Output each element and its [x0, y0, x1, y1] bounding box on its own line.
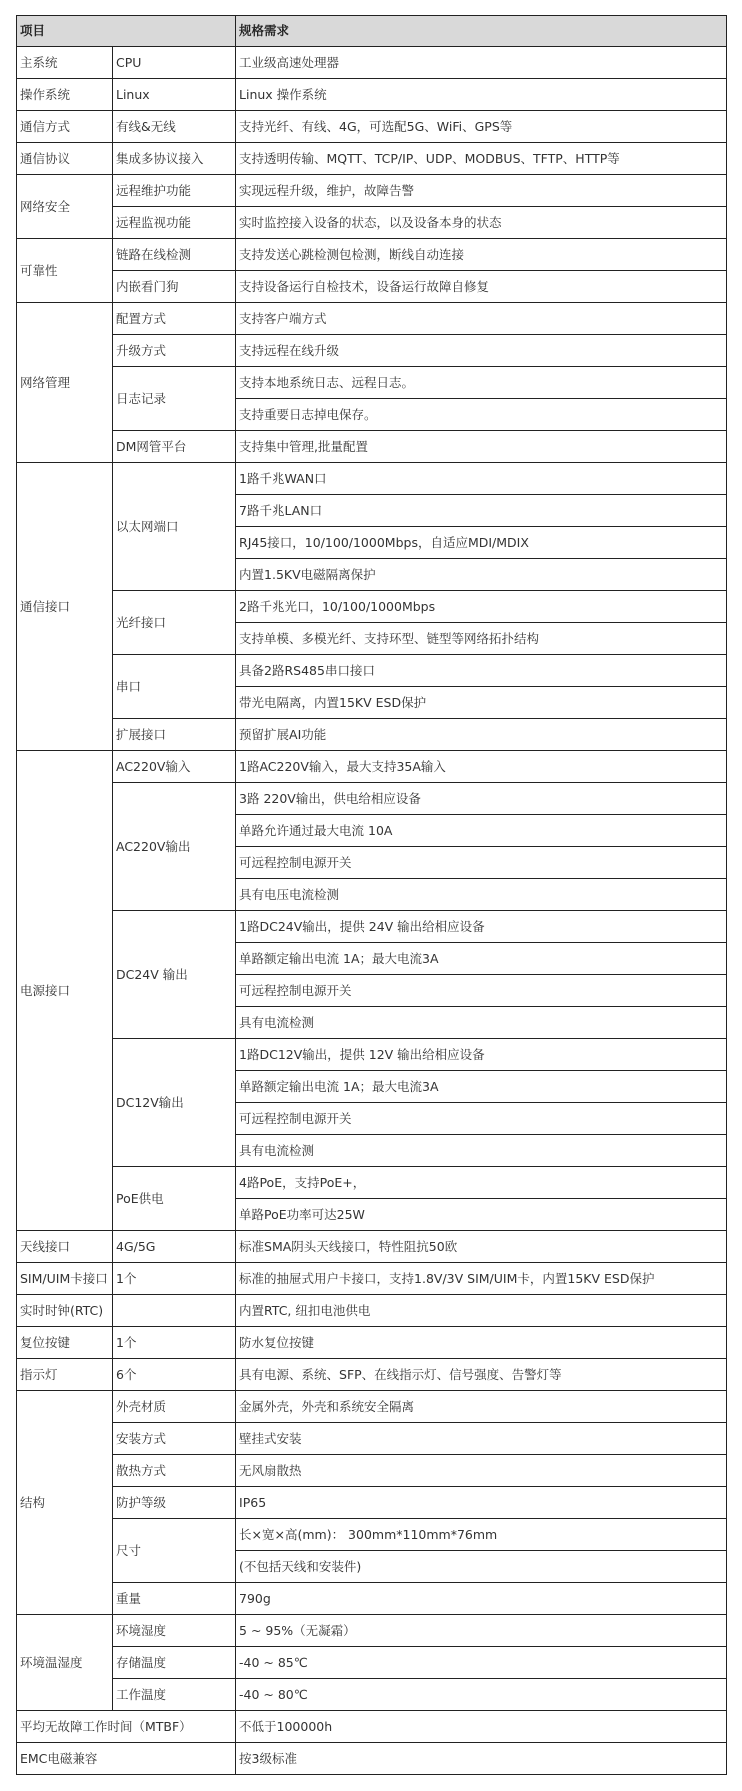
subitem-cell: [113, 175, 236, 207]
spec-cell-text: 实现远程升级，维护，故障告警: [239, 182, 415, 198]
spec-cell-text: 内置RTC, 纽扣电池供电: [239, 1302, 371, 1318]
table-row: [17, 1231, 727, 1263]
table-row: [17, 591, 727, 623]
category-cell-text: 通信协议: [20, 150, 71, 166]
spec-cell-text: 790g: [239, 1590, 271, 1606]
spec-cell: [236, 687, 727, 719]
spec-cell-text: 金属外壳，外壳和系统安全隔离: [239, 1398, 415, 1414]
spec-cell: [236, 1231, 727, 1263]
spec-cell-text: 具有电流检测: [239, 1142, 315, 1158]
table-row: [17, 1423, 727, 1455]
subitem-cell: [113, 47, 236, 79]
category-cell: [17, 1295, 113, 1327]
spec-cell-text: 可远程控制电源开关: [239, 982, 352, 998]
subitem-cell-text: 有线&无线: [116, 118, 176, 134]
subitem-cell-text: 升级方式: [116, 342, 167, 358]
category-cell: [17, 1327, 113, 1359]
spec-cell-text: 2路千兆光口，10/100/1000Mbps: [239, 598, 436, 614]
category-cell-text: 可靠性: [20, 262, 58, 278]
spec-cell: [236, 207, 727, 239]
category-cell-text: 指示灯: [20, 1366, 58, 1382]
spec-cell: [236, 559, 727, 591]
header-spec: 规格需求: [236, 16, 727, 47]
spec-cell-text: 内置1.5KV电磁隔离保护: [239, 566, 376, 582]
spec-cell: [236, 1263, 727, 1295]
category-cell: [17, 1391, 113, 1615]
spec-cell-text: 防水复位按键: [239, 1334, 315, 1350]
category-cell-text: 结构: [20, 1494, 46, 1510]
spec-cell-text: 支持单模、多模光纤、支持环型、链型等网络拓扑结构: [239, 630, 540, 646]
subitem-cell-text: AC220V输出: [116, 838, 191, 854]
table-row: [17, 1167, 727, 1199]
category-cell-text: SIM/UIM卡接口: [20, 1270, 108, 1286]
spec-cell: [236, 1167, 727, 1199]
spec-cell-text: 支持客户端方式: [239, 310, 327, 326]
subitem-cell: [113, 1167, 236, 1231]
category-cell: [17, 303, 113, 463]
subitem-cell: [113, 207, 236, 239]
spec-cell-text: Linux 操作系统: [239, 86, 327, 102]
spec-cell-text: 预留扩展AI功能: [239, 726, 327, 742]
category-cell: [17, 175, 113, 239]
spec-cell-text: 标准的抽屉式用户卡接口，支持1.8V/3V SIM/UIM卡，内置15KV ESD保护: [239, 1270, 655, 1286]
table-row: [17, 1711, 727, 1743]
spec-cell: [236, 79, 727, 111]
subitem-cell-text: 4G/5G: [116, 1238, 156, 1254]
spec-cell: [236, 1423, 727, 1455]
spec-cell-text: 可远程控制电源开关: [239, 1110, 352, 1126]
spec-cell-text: 工业级高速处理器: [239, 54, 340, 70]
category-cell: [17, 239, 113, 303]
subitem-cell: [113, 367, 236, 431]
table-row: [17, 207, 727, 239]
spec-cell: [236, 495, 727, 527]
category-cell: [17, 463, 113, 751]
spec-cell: [236, 943, 727, 975]
table-row: [17, 79, 727, 111]
table-row: [17, 367, 727, 399]
table-row: [17, 1327, 727, 1359]
category-cell-text: 网络安全: [20, 198, 71, 214]
spec-cell: [236, 527, 727, 559]
subitem-cell: [113, 1295, 236, 1327]
spec-cell-text: -40 ~ 80℃: [239, 1686, 308, 1702]
spec-cell-text: 按3级标准: [239, 1750, 297, 1766]
table-row: [17, 111, 727, 143]
subitem-cell-text: 1个: [116, 1334, 137, 1350]
table-body: [17, 47, 727, 1775]
spec-cell-text: 4路PoE，支持PoE+，: [239, 1174, 366, 1190]
spec-cell: [236, 1519, 727, 1551]
subitem-cell: [113, 911, 236, 1039]
spec-cell: [236, 1327, 727, 1359]
table-row: [17, 911, 727, 943]
category-cell-text: EMC电磁兼容: [20, 1750, 98, 1766]
spec-cell-text: 具有电流检测: [239, 1014, 315, 1030]
spec-cell: [236, 111, 727, 143]
category-cell: [17, 1711, 236, 1743]
spec-cell: [236, 1583, 727, 1615]
subitem-cell: [113, 1231, 236, 1263]
spec-cell: [236, 335, 727, 367]
spec-cell-text: 标准SMA阴头天线接口，特性阻抗50欧: [239, 1238, 458, 1254]
table-row: [17, 239, 727, 271]
spec-cell: [236, 1007, 727, 1039]
spec-cell: [236, 1647, 727, 1679]
spec-cell-text: 无风扇散热: [239, 1462, 302, 1478]
subitem-cell: [113, 335, 236, 367]
subitem-cell: [113, 239, 236, 271]
spec-cell-text: 可远程控制电源开关: [239, 854, 352, 870]
spec-cell-text: 1路DC24V输出，提供 24V 输出给相应设备: [239, 918, 485, 934]
category-cell-text: 网络管理: [20, 374, 71, 390]
subitem-cell: [113, 1039, 236, 1167]
spec-cell-text: 带光电隔离，内置15KV ESD保护: [239, 694, 427, 710]
spec-cell: [236, 1359, 727, 1391]
subitem-cell: [113, 1359, 236, 1391]
category-cell: [17, 1359, 113, 1391]
subitem-cell-text: 内嵌看门狗: [116, 278, 179, 294]
table-row: [17, 271, 727, 303]
category-cell: [17, 751, 113, 1231]
subitem-cell: [113, 431, 236, 463]
category-cell: [17, 1615, 113, 1711]
subitem-cell-text: PoE供电: [116, 1190, 164, 1206]
spec-cell-text: 支持集中管理,批量配置: [239, 438, 368, 454]
category-cell: [17, 1743, 236, 1775]
subitem-cell-text: DM网管平台: [116, 438, 187, 454]
spec-cell-text: 实时监控接入设备的状态，以及设备本身的状态: [239, 214, 502, 230]
spec-cell-text: 单路PoE功率可达25W: [239, 1206, 365, 1222]
table-row: [17, 655, 727, 687]
subitem-cell-text: DC24V 输出: [116, 966, 188, 982]
category-cell-text: 实时时钟(RTC): [20, 1302, 104, 1318]
table-row: [17, 1487, 727, 1519]
subitem-cell: [113, 655, 236, 719]
subitem-cell-text: AC220V输入: [116, 758, 191, 774]
spec-cell-text: 单路额定输出电流 1A；最大电流3A: [239, 950, 439, 966]
subitem-cell-text: 外壳材质: [116, 1398, 167, 1414]
table-row: [17, 1455, 727, 1487]
category-cell-text: 主系统: [20, 54, 58, 70]
spec-cell: [236, 47, 727, 79]
spec-cell: [236, 399, 727, 431]
spec-cell-text: 1路千兆WAN口: [239, 470, 327, 486]
table-row: [17, 1647, 727, 1679]
spec-cell-text: 支持设备运行自检技术，设备运行故障自修复: [239, 278, 490, 294]
subitem-cell: [113, 111, 236, 143]
spec-cell-text: IP65: [239, 1494, 267, 1510]
spec-cell-text: 5 ~ 95%（无凝霜）: [239, 1622, 356, 1638]
subitem-cell: [113, 1679, 236, 1711]
spec-cell: [236, 1039, 727, 1071]
category-cell: [17, 79, 113, 111]
subitem-cell-text: 安装方式: [116, 1430, 167, 1446]
subitem-cell: [113, 783, 236, 911]
spec-cell-text: 1路DC12V输出，提供 12V 输出给相应设备: [239, 1046, 485, 1062]
subitem-cell-text: 环境湿度: [116, 1622, 167, 1638]
subitem-cell-text: 远程监视功能: [116, 214, 192, 230]
subitem-cell-text: 重量: [116, 1590, 142, 1606]
table-row: [17, 47, 727, 79]
spec-cell-text: 单路允许通过最大电流 10A: [239, 822, 393, 838]
spec-cell: [236, 1103, 727, 1135]
spec-cell: [236, 1487, 727, 1519]
table-row: [17, 1615, 727, 1647]
subitem-cell-text: 以太网端口: [116, 518, 179, 534]
subitem-cell-text: 光纤接口: [116, 614, 167, 630]
spec-cell: [236, 303, 727, 335]
table-row: [17, 431, 727, 463]
spec-cell: [236, 1711, 727, 1743]
category-cell: [17, 1263, 113, 1295]
spec-cell: [236, 815, 727, 847]
subitem-cell-text: 工作温度: [116, 1686, 167, 1702]
header-row: [17, 16, 727, 47]
subitem-cell: [113, 719, 236, 751]
spec-cell: [236, 271, 727, 303]
subitem-cell-text: 集成多协议接入: [116, 150, 204, 166]
subitem-cell-text: 日志记录: [116, 390, 167, 406]
spec-cell: [236, 431, 727, 463]
subitem-cell: [113, 1487, 236, 1519]
spec-cell: [236, 719, 727, 751]
category-cell-text: 复位按键: [20, 1334, 71, 1350]
subitem-cell-text: 串口: [116, 678, 142, 694]
table-row: [17, 1263, 727, 1295]
table-row: [17, 1295, 727, 1327]
subitem-cell-text: 扩展接口: [116, 726, 167, 742]
spec-cell-text: 支持重要日志掉电保存。: [239, 406, 377, 422]
subitem-cell: [113, 271, 236, 303]
spec-cell-text: 支持远程在线升级: [239, 342, 340, 358]
spec-cell: [236, 879, 727, 911]
spec-cell-text: 支持发送心跳检测包检测，断线自动连接: [239, 246, 465, 262]
category-cell-text: 通信接口: [20, 598, 71, 614]
spec-cell: [236, 1551, 727, 1583]
category-cell-text: 操作系统: [20, 86, 71, 102]
table-row: [17, 751, 727, 783]
spec-cell-text: 单路额定输出电流 1A；最大电流3A: [239, 1078, 439, 1094]
spec-cell: [236, 1135, 727, 1167]
subitem-cell: [113, 303, 236, 335]
spec-cell: [236, 591, 727, 623]
subitem-cell: [113, 1615, 236, 1647]
spec-cell-text: 支持透明传输、MQTT、TCP/IP、UDP、MODBUS、TFTP、HTTP等: [239, 150, 620, 166]
subitem-cell-text: 尺寸: [116, 1542, 142, 1558]
category-cell: [17, 143, 113, 175]
subitem-cell: [113, 1423, 236, 1455]
spec-cell: [236, 367, 727, 399]
subitem-cell-text: 链路在线检测: [116, 246, 192, 262]
spec-cell: [236, 783, 727, 815]
subitem-cell-text: DC12V输出: [116, 1094, 184, 1110]
spec-cell-text: RJ45接口，10/100/1000Mbps，自适应MDI/MDIX: [239, 534, 529, 550]
spec-cell: [236, 623, 727, 655]
table-row: [17, 1583, 727, 1615]
spec-cell-text: 3路 220V输出，供电给相应设备: [239, 790, 421, 806]
category-cell-text: 天线接口: [20, 1238, 71, 1254]
category-cell-text: 平均无故障工作时间（MTBF）: [20, 1718, 192, 1734]
spec-cell: [236, 911, 727, 943]
spec-cell-text: 支持本地系统日志、远程日志。: [239, 374, 415, 390]
category-cell: [17, 1231, 113, 1263]
subitem-cell-text: 1个: [116, 1270, 137, 1286]
spec-cell-text: 支持光纤、有线、4G，可选配5G、WiFi、GPS等: [239, 118, 513, 134]
spec-cell: [236, 1071, 727, 1103]
category-cell-text: 环境温湿度: [20, 1654, 83, 1670]
category-cell: [17, 111, 113, 143]
spec-cell: [236, 1295, 727, 1327]
table-row: [17, 1743, 727, 1775]
subitem-cell: [113, 1391, 236, 1423]
spec-cell: [236, 751, 727, 783]
spec-cell-text: 7路千兆LAN口: [239, 502, 323, 518]
spec-cell-text: 长×宽×高(mm)： 300mm*110mm*76mm: [239, 1526, 498, 1542]
subitem-cell-text: 存储温度: [116, 1654, 167, 1670]
subitem-cell: [113, 1519, 236, 1583]
table-row: [17, 1039, 727, 1071]
table-row: [17, 1359, 727, 1391]
spec-table: [16, 15, 727, 1775]
subitem-cell-text: 散热方式: [116, 1462, 167, 1478]
subitem-cell-text: 防护等级: [116, 1494, 167, 1510]
subitem-cell-text: 配置方式: [116, 310, 167, 326]
spec-cell: [236, 1199, 727, 1231]
spec-cell-text: 具备2路RS485串口接口: [239, 662, 375, 678]
category-cell-text: 通信方式: [20, 118, 71, 134]
spec-cell-text: 具有电源、系统、SFP、在线指示灯、信号强度、告警灯等: [239, 1366, 562, 1382]
spec-cell: [236, 1679, 727, 1711]
table-row: [17, 335, 727, 367]
table-row: [17, 463, 727, 495]
subitem-cell: [113, 1583, 236, 1615]
spec-cell: [236, 143, 727, 175]
spec-cell: [236, 1391, 727, 1423]
subitem-cell: [113, 591, 236, 655]
subitem-cell: [113, 143, 236, 175]
subitem-cell: [113, 1647, 236, 1679]
spec-cell: [236, 975, 727, 1007]
spec-cell-text: (不包括天线和安装件): [239, 1558, 362, 1574]
category-cell: [17, 47, 113, 79]
table-row: [17, 143, 727, 175]
subitem-cell-text: 远程维护功能: [116, 182, 192, 198]
spec-cell-text: 壁挂式安装: [239, 1430, 302, 1446]
spec-cell: [236, 847, 727, 879]
subitem-cell-text: Linux: [116, 86, 150, 102]
subitem-cell: [113, 463, 236, 591]
subitem-cell: [113, 1327, 236, 1359]
table-row: [17, 1679, 727, 1711]
subitem-cell: [113, 1263, 236, 1295]
subitem-cell-text: CPU: [116, 54, 142, 70]
table-row: [17, 175, 727, 207]
header-item: 项目: [17, 16, 236, 47]
subitem-cell: [113, 751, 236, 783]
spec-cell: [236, 463, 727, 495]
subitem-cell: [113, 79, 236, 111]
spec-cell: [236, 1455, 727, 1487]
spec-cell: [236, 1615, 727, 1647]
table-row: [17, 783, 727, 815]
subitem-cell-text: 6个: [116, 1366, 137, 1382]
spec-cell-text: 1路AC220V输入，最大支持35A输入: [239, 758, 446, 774]
spec-cell-text: 不低于100000h: [239, 1718, 333, 1734]
table-row: [17, 1391, 727, 1423]
spec-cell-text: -40 ~ 85℃: [239, 1654, 308, 1670]
table-row: [17, 1519, 727, 1551]
spec-cell: [236, 655, 727, 687]
category-cell-text: 电源接口: [20, 982, 71, 998]
table-row: [17, 719, 727, 751]
table-row: [17, 303, 727, 335]
spec-cell: [236, 1743, 727, 1775]
spec-cell-text: 具有电压电流检测: [239, 886, 340, 902]
subitem-cell: [113, 1455, 236, 1487]
spec-cell: [236, 175, 727, 207]
spec-cell: [236, 239, 727, 271]
